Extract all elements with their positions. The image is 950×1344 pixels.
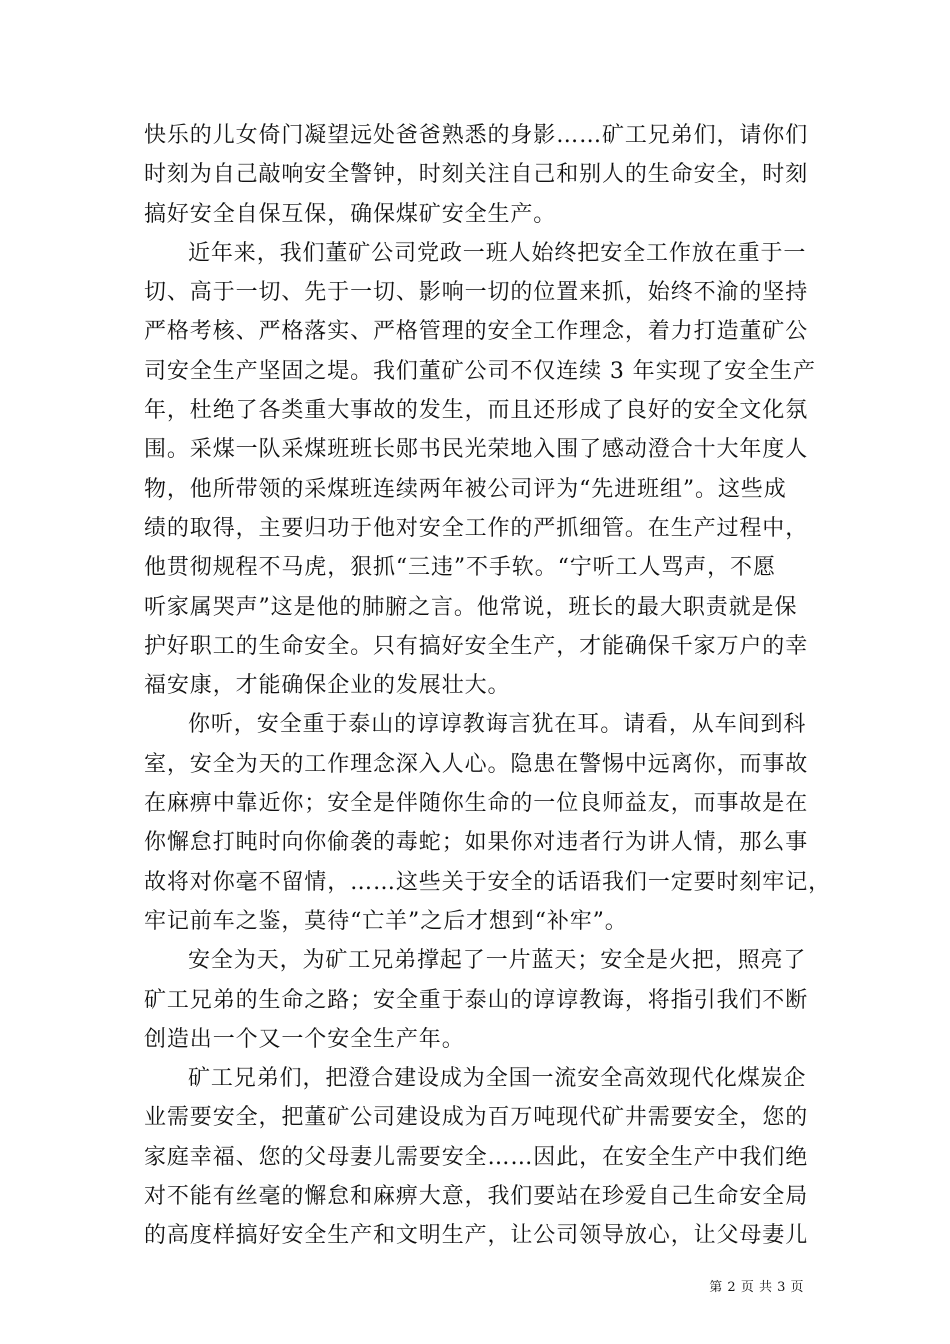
text-line: 护好职工的生命安全。只有搞好安全生产，才能确保千家万户的幸 <box>144 633 809 659</box>
text-line: 年，杜绝了各类重大事故的发生，而且还形成了良好的安全文化氛 <box>144 398 809 424</box>
text-line: 福安康，才能确保企业的发展壮大。 <box>144 673 511 699</box>
text-line: 近年来，我们董矿公司党政一班人始终把安全工作放在重于一 <box>188 240 807 266</box>
text-line: 矿工兄弟的生命之路；安全重于泰山的谆谆教诲，将指引我们不断 <box>144 987 809 1013</box>
text-line: 家庭幸福、您的父母妻儿需要安全……因此，在安全生产中我们绝 <box>144 1144 809 1170</box>
text-line: 矿工兄弟们，把澄合建设成为全国一流安全高效现代化煤炭企 <box>188 1066 807 1092</box>
text-line: 你听，安全重于泰山的谆谆教诲言犹在耳。请看，从车间到科 <box>188 712 807 738</box>
text-line: 业需要安全，把董矿公司建设成为百万吨现代矿井需要安全，您的 <box>144 1105 809 1131</box>
document-body <box>144 116 832 1256</box>
text-line: 严格考核、严格落实、严格管理的安全工作理念，着力打造董矿公 <box>144 319 809 345</box>
text-line: 创造出一个又一个安全生产年。 <box>144 1026 465 1052</box>
text-line: 搞好安全自保互保，确保煤矿安全生产。 <box>144 201 557 227</box>
text-line: 物，他所带领的采煤班连续两年被公司评为“先进班组”。这些成 <box>144 476 787 502</box>
text-line: 时刻为自己敲响安全警钟，时刻关注自己和别人的生命安全，时刻 <box>144 162 809 188</box>
text-line: 牢记前车之鉴，莫待“亡羊”之后才想到“补牢”。 <box>144 908 628 934</box>
text-line: 绩的取得，主要归功于他对安全工作的严抓细管。在生产过程中， <box>144 515 809 541</box>
text-line: 围。采煤一队采煤班班长郧书民光荣地入围了感动澄合十大年度人 <box>144 437 809 463</box>
text-line: 快乐的儿女倚门凝望远处爸爸熟悉的身影……矿工兄弟们，请你们 <box>144 123 809 148</box>
text-line: 司安全生产坚固之堤。我们董矿公司不仅连续 3 年实现了安全生产 <box>144 358 816 384</box>
text-line: 你懈怠打盹时向你偷袭的毒蛇；如果你对违者行为讲人情，那么事 <box>144 830 809 856</box>
text-line: 的高度样搞好安全生产和文明生产，让公司领导放心，让父母妻儿 <box>144 1223 809 1249</box>
page-number-footer: 第 2 页 共 3 页 <box>709 1280 804 1295</box>
text-line: 故将对你毫不留情，……这些关于安全的话语我们一定要时刻牢记， <box>144 869 832 895</box>
text-line: 切、高于一切、先于一切、影响一切的位置来抓，始终不渝的坚持 <box>144 280 809 306</box>
text-line: 对不能有丝毫的懈怠和麻痹大意，我们要站在珍爱自己生命安全局 <box>144 1184 809 1210</box>
text-line: 他贯彻规程不马虎，狠抓“三违”不手软。“宁听工人骂声，不愿 <box>144 555 776 581</box>
text-line: 在麻痹中靠近你；安全是伴随你生命的一位良师益友，而事故是在 <box>144 791 809 817</box>
text-line: 听家属哭声”这是他的肺腑之言。他常说，班长的最大职责就是保 <box>144 594 798 620</box>
text-line: 室，安全为天的工作理念深入人心。隐患在警惕中远离你，而事故 <box>144 751 809 777</box>
text-line: 安全为天，为矿工兄弟撑起了一片蓝天；安全是火把，照亮了 <box>188 948 807 974</box>
